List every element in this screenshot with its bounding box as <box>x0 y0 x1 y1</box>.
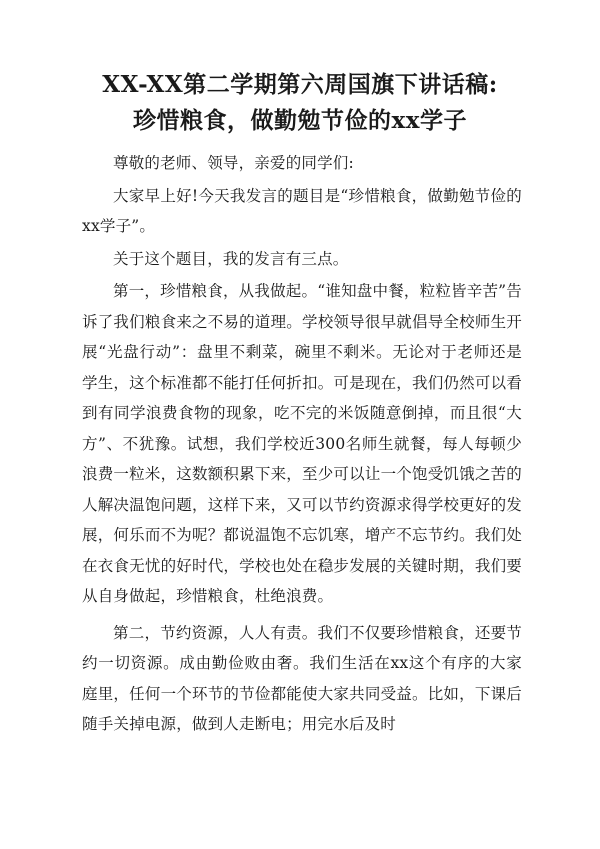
document-title-line-1: XX-XX第二学期第六周国旗下讲话稿: <box>102 71 498 98</box>
point-one-paragraph: 第一，珍惜粮食，从我做起。“谁知盘中餐，粒粒皆辛苦”告诉了我们粮食来之不易的道理。学校领导很早就倡导全校师生开展“光盘行动”：盘里不剩菜，碗里不剩米。无论对于老师还是学生，这个标准都不能打任何折扣。可是现在，我们仍然可以看到有同学浪费食物的现象，吃不完的米饭随意倒掉，而且很“大方”、不犹豫。试想，我们学校近300名师生就餐，每人每顿少浪费一粒米，这数额积累下来，至少可以让一个饱受饥饿之苦的人解决温饱问题，这样下来，又可以节约资源求得学校更好的发展，何乐而不为呢？都说温饱不忘饥寒，增产不忘节约。我们处在衣食无忧的好时代，学校也处在稳步发展的关键时期，我们要从自身做起，珍惜粮食，杜绝浪费。 <box>82 282 522 605</box>
point-two-paragraph: 第二，节约资源，人人有责。我们不仅要珍惜粮食，还要节约一切资源。成由勤俭败由奢。我们生活在xx这个有序的大家庭里，任何一个环节的节俭都能使大家共同受益。比如，下课后随手关掉电源，做到人走断电；用完水后及时 <box>82 623 522 733</box>
document-body <box>82 148 522 742</box>
greeting-paragraph: 大家早上好!今天我发言的题目是“珍惜粮食，做勤勉节俭的xx学子”。 <box>82 186 522 235</box>
salutation-paragraph: 尊敬的老师、领导，亲爱的同学们: <box>113 154 354 172</box>
document-title-line-2: 珍惜粮食，做勤勉节俭的xx学子 <box>133 107 467 134</box>
outline-paragraph: 关于这个题目，我的发言有三点。 <box>113 249 349 268</box>
